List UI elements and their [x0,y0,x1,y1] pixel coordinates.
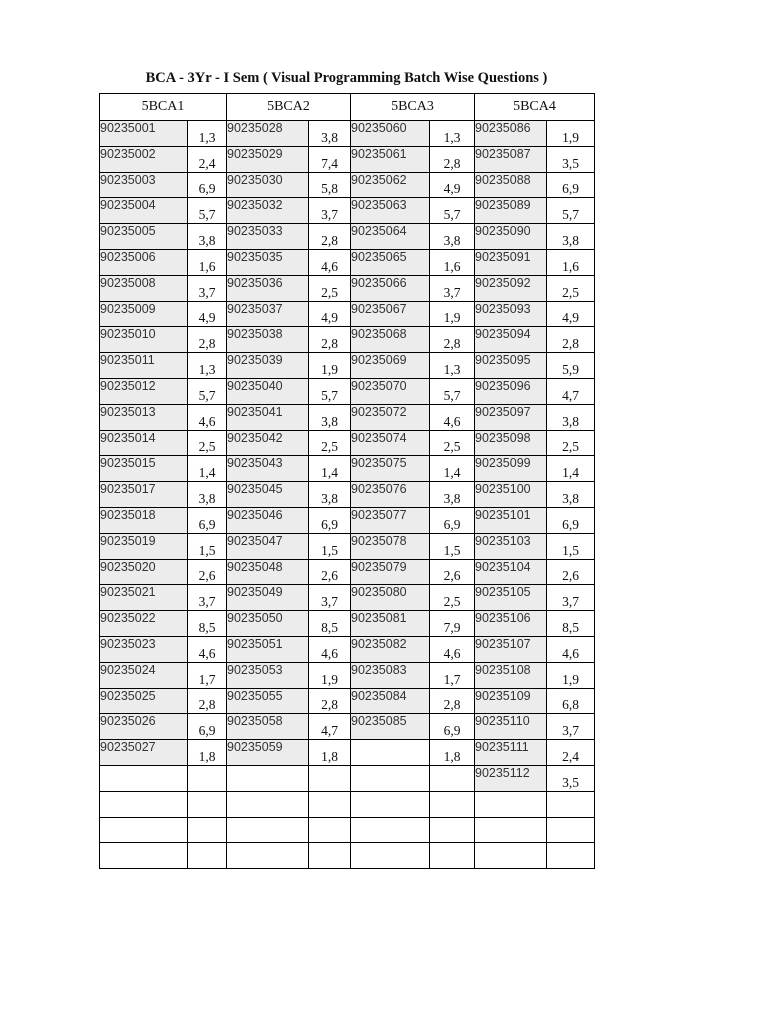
roll-number-cell: 90235047 [227,533,309,559]
question-numbers-cell: 3,7 [547,585,595,611]
roll-number-cell: 90235004 [100,198,188,224]
page-title: BCA - 3Yr - I Sem ( Visual Programming Batch Wise Questions ) [145,70,548,86]
question-numbers-cell: 4,6 [309,636,351,662]
question-numbers-cell: 1,3 [430,121,475,147]
roll-number-cell: 90235042 [227,430,309,456]
table-row [100,146,595,172]
question-numbers-cell: 3,7 [188,275,227,301]
table-row [100,843,595,869]
roll-number-cell: 90235084 [351,688,430,714]
batch-header: 5BCA3 [351,94,475,121]
roll-number-cell [475,791,547,817]
roll-number-cell: 90235109 [475,688,547,714]
question-numbers-cell [547,791,595,817]
question-numbers-cell: 5,7 [309,378,351,404]
roll-number-cell: 90235076 [351,482,430,508]
question-numbers-cell: 1,9 [309,353,351,379]
roll-number-cell: 90235030 [227,172,309,198]
question-numbers-cell: 6,9 [188,714,227,740]
roll-number-cell: 90235009 [100,301,188,327]
roll-number-cell: 90235098 [475,430,547,456]
question-numbers-cell: 1,9 [430,301,475,327]
question-numbers-cell: 4,6 [188,636,227,662]
question-numbers-cell: 1,4 [309,456,351,482]
roll-number-cell: 90235046 [227,507,309,533]
question-numbers-cell: 4,6 [430,404,475,430]
question-numbers-cell: 4,6 [430,636,475,662]
table-row [100,585,595,611]
roll-number-cell: 90235108 [475,662,547,688]
question-numbers-cell: 5,7 [430,198,475,224]
roll-number-cell: 90235111 [475,740,547,766]
table-row [100,353,595,379]
question-numbers-cell: 1,7 [188,662,227,688]
roll-number-cell: 90235089 [475,198,547,224]
roll-number-cell: 90235022 [100,611,188,637]
question-numbers-cell: 2,8 [309,224,351,250]
roll-number-cell: 90235027 [100,740,188,766]
question-numbers-cell: 3,8 [547,224,595,250]
roll-number-cell: 90235110 [475,714,547,740]
roll-number-cell: 90235097 [475,404,547,430]
question-numbers-cell: 6,8 [547,688,595,714]
roll-number-cell: 90235096 [475,378,547,404]
roll-number-cell: 90235085 [351,714,430,740]
question-numbers-cell: 5,7 [188,378,227,404]
table-row [100,198,595,224]
question-numbers-cell: 2,4 [547,740,595,766]
roll-number-cell: 90235036 [227,275,309,301]
question-numbers-cell: 5,7 [547,198,595,224]
roll-number-cell: 90235067 [351,301,430,327]
header-row [100,94,595,121]
question-numbers-cell [430,765,475,791]
roll-number-cell: 90235001 [100,121,188,147]
roll-number-cell: 90235041 [227,404,309,430]
question-numbers-cell: 1,8 [309,740,351,766]
table-row [100,121,595,147]
table-row [100,817,595,843]
question-numbers-cell: 1,6 [188,249,227,275]
question-numbers-cell: 2,6 [430,559,475,585]
roll-number-cell: 90235112 [475,765,547,791]
question-numbers-cell [430,843,475,869]
roll-number-cell: 90235092 [475,275,547,301]
question-numbers-cell: 4,9 [430,172,475,198]
roll-number-cell: 90235061 [351,146,430,172]
question-numbers-cell: 1,7 [430,662,475,688]
question-numbers-cell: 8,5 [309,611,351,637]
question-numbers-cell: 3,8 [309,404,351,430]
roll-number-cell: 90235024 [100,662,188,688]
roll-number-cell: 90235065 [351,249,430,275]
roll-number-cell: 90235005 [100,224,188,250]
roll-number-cell: 90235100 [475,482,547,508]
roll-number-cell: 90235008 [100,275,188,301]
roll-number-cell: 90235049 [227,585,309,611]
question-numbers-cell: 1,9 [547,662,595,688]
table-row [100,378,595,404]
question-numbers-cell: 3,8 [309,482,351,508]
question-numbers-cell: 6,9 [188,172,227,198]
question-numbers-cell: 1,4 [430,456,475,482]
question-numbers-cell: 2,8 [547,327,595,353]
roll-number-cell [351,817,430,843]
question-numbers-cell: 1,8 [188,740,227,766]
roll-number-cell: 90235080 [351,585,430,611]
question-numbers-cell: 3,8 [309,121,351,147]
table-row [100,533,595,559]
question-numbers-cell: 2,4 [188,146,227,172]
roll-number-cell: 90235021 [100,585,188,611]
question-numbers-cell: 6,9 [309,507,351,533]
question-numbers-cell: 1,5 [547,533,595,559]
batch-header: 5BCA1 [100,94,227,121]
table-row [100,714,595,740]
question-numbers-cell: 2,8 [188,327,227,353]
question-numbers-cell: 2,8 [430,327,475,353]
question-numbers-cell [188,765,227,791]
question-numbers-cell: 1,3 [188,121,227,147]
roll-number-cell: 90235079 [351,559,430,585]
table-row [100,275,595,301]
table-row [100,688,595,714]
roll-number-cell: 90235104 [475,559,547,585]
roll-number-cell [351,843,430,869]
table-row [100,791,595,817]
roll-number-cell: 90235082 [351,636,430,662]
question-numbers-cell: 6,9 [547,172,595,198]
question-numbers-cell: 2,6 [547,559,595,585]
roll-number-cell: 90235048 [227,559,309,585]
roll-number-cell: 90235040 [227,378,309,404]
question-numbers-cell: 4,7 [309,714,351,740]
question-numbers-cell: 6,9 [430,714,475,740]
question-numbers-cell [430,817,475,843]
question-numbers-cell: 2,8 [188,688,227,714]
roll-number-cell: 90235068 [351,327,430,353]
question-numbers-cell: 3,5 [547,146,595,172]
question-numbers-cell: 6,9 [547,507,595,533]
question-numbers-cell: 8,5 [547,611,595,637]
question-numbers-cell: 3,8 [430,224,475,250]
roll-number-cell: 90235012 [100,378,188,404]
roll-number-cell: 90235050 [227,611,309,637]
roll-number-cell: 90235107 [475,636,547,662]
question-numbers-cell: 1,5 [309,533,351,559]
batch-header: 5BCA4 [475,94,595,121]
roll-number-cell: 90235101 [475,507,547,533]
roll-number-cell: 90235072 [351,404,430,430]
question-numbers-cell: 2,6 [309,559,351,585]
roll-number-cell: 90235091 [475,249,547,275]
question-numbers-cell: 4,9 [309,301,351,327]
question-numbers-cell [309,817,351,843]
question-numbers-cell: 2,5 [188,430,227,456]
question-numbers-cell: 4,9 [188,301,227,327]
table-row [100,662,595,688]
question-numbers-cell: 3,8 [188,224,227,250]
question-numbers-cell: 5,7 [188,198,227,224]
roll-number-cell: 90235070 [351,378,430,404]
question-numbers-cell: 8,5 [188,611,227,637]
roll-number-cell [475,817,547,843]
question-numbers-cell: 5,9 [547,353,595,379]
roll-number-cell: 90235055 [227,688,309,714]
roll-number-cell: 90235090 [475,224,547,250]
roll-number-cell: 90235025 [100,688,188,714]
question-numbers-cell: 1,4 [188,456,227,482]
roll-number-cell: 90235006 [100,249,188,275]
question-numbers-cell [309,765,351,791]
roll-number-cell: 90235060 [351,121,430,147]
question-numbers-cell [309,791,351,817]
question-numbers-cell [188,843,227,869]
roll-number-cell: 90235013 [100,404,188,430]
table-row [100,224,595,250]
table-row [100,172,595,198]
table-row [100,507,595,533]
roll-number-cell: 90235064 [351,224,430,250]
roll-number-cell [227,765,309,791]
roll-number-cell [227,817,309,843]
roll-number-cell: 90235026 [100,714,188,740]
question-numbers-cell: 2,5 [547,430,595,456]
roll-number-cell: 90235043 [227,456,309,482]
roll-number-cell: 90235059 [227,740,309,766]
roll-number-cell: 90235029 [227,146,309,172]
question-numbers-cell [547,817,595,843]
question-numbers-cell: 3,8 [547,482,595,508]
table-row [100,482,595,508]
roll-number-cell: 90235010 [100,327,188,353]
roll-number-cell: 90235087 [475,146,547,172]
question-numbers-cell: 7,4 [309,146,351,172]
question-numbers-cell: 4,6 [309,249,351,275]
roll-number-cell: 90235099 [475,456,547,482]
question-numbers-cell [188,791,227,817]
roll-number-cell: 90235003 [100,172,188,198]
question-numbers-cell: 4,9 [547,301,595,327]
roll-number-cell [100,843,188,869]
question-numbers-cell: 1,5 [430,533,475,559]
roll-number-cell: 90235051 [227,636,309,662]
question-numbers-cell: 3,7 [430,275,475,301]
roll-number-cell: 90235074 [351,430,430,456]
question-numbers-cell: 1,9 [309,662,351,688]
question-numbers-cell: 2,8 [430,688,475,714]
question-numbers-cell [309,843,351,869]
question-numbers-cell: 3,8 [430,482,475,508]
question-numbers-cell: 7,9 [430,611,475,637]
question-numbers-cell: 3,7 [188,585,227,611]
roll-number-cell: 90235095 [475,353,547,379]
roll-number-cell [351,740,430,766]
question-numbers-cell: 2,5 [430,430,475,456]
question-numbers-cell: 1,8 [430,740,475,766]
roll-number-cell: 90235069 [351,353,430,379]
roll-number-cell: 90235093 [475,301,547,327]
roll-number-cell: 90235078 [351,533,430,559]
roll-number-cell [227,843,309,869]
question-numbers-cell [430,791,475,817]
table-row [100,765,595,791]
question-numbers-cell: 1,6 [430,249,475,275]
question-numbers-cell: 3,8 [547,404,595,430]
question-numbers-cell: 1,9 [547,121,595,147]
table-row [100,636,595,662]
question-numbers-cell: 3,5 [547,765,595,791]
question-numbers-cell: 2,5 [547,275,595,301]
question-numbers-cell [188,817,227,843]
question-numbers-cell: 5,8 [309,172,351,198]
roll-number-cell: 90235017 [100,482,188,508]
question-numbers-cell: 4,6 [547,636,595,662]
batch-header: 5BCA2 [227,94,351,121]
question-numbers-cell [547,843,595,869]
table-row [100,301,595,327]
roll-number-cell: 90235063 [351,198,430,224]
roll-number-cell: 90235105 [475,585,547,611]
question-numbers-cell: 4,6 [188,404,227,430]
roll-number-cell: 90235033 [227,224,309,250]
roll-number-cell [227,791,309,817]
roll-number-cell: 90235015 [100,456,188,482]
roll-number-cell: 90235028 [227,121,309,147]
table-row [100,430,595,456]
roll-number-cell: 90235002 [100,146,188,172]
table-row [100,559,595,585]
roll-number-cell: 90235037 [227,301,309,327]
question-numbers-cell: 3,7 [309,585,351,611]
roll-number-cell: 90235014 [100,430,188,456]
question-numbers-cell: 6,9 [188,507,227,533]
question-numbers-cell: 2,8 [309,327,351,353]
roll-number-cell: 90235066 [351,275,430,301]
table-row [100,249,595,275]
roll-number-cell: 90235020 [100,559,188,585]
roll-number-cell [351,765,430,791]
question-numbers-cell: 1,5 [188,533,227,559]
question-numbers-cell: 6,9 [430,507,475,533]
roll-number-cell: 90235035 [227,249,309,275]
question-numbers-cell: 2,5 [309,430,351,456]
question-numbers-cell: 3,7 [309,198,351,224]
roll-number-cell [100,765,188,791]
roll-number-cell [100,817,188,843]
question-numbers-cell: 2,6 [188,559,227,585]
roll-number-cell: 90235039 [227,353,309,379]
roll-number-cell: 90235081 [351,611,430,637]
question-numbers-cell: 1,6 [547,249,595,275]
roll-number-cell: 90235053 [227,662,309,688]
question-numbers-cell: 2,8 [309,688,351,714]
question-numbers-cell: 2,5 [309,275,351,301]
roll-number-cell: 90235011 [100,353,188,379]
question-numbers-cell: 3,7 [547,714,595,740]
roll-number-cell: 90235088 [475,172,547,198]
question-numbers-cell: 4,7 [547,378,595,404]
question-numbers-cell: 2,8 [430,146,475,172]
roll-number-cell: 90235045 [227,482,309,508]
roll-number-cell: 90235077 [351,507,430,533]
question-numbers-cell: 1,3 [188,353,227,379]
roll-number-cell: 90235032 [227,198,309,224]
table-row [100,404,595,430]
roll-number-cell: 90235094 [475,327,547,353]
question-numbers-cell: 3,8 [188,482,227,508]
table-row [100,740,595,766]
roll-number-cell: 90235075 [351,456,430,482]
roll-number-cell [475,843,547,869]
roll-number-cell: 90235058 [227,714,309,740]
roll-number-cell: 90235103 [475,533,547,559]
roll-number-cell [100,791,188,817]
question-numbers-cell: 1,3 [430,353,475,379]
roll-number-cell: 90235038 [227,327,309,353]
roll-number-cell: 90235106 [475,611,547,637]
question-numbers-cell: 5,7 [430,378,475,404]
question-numbers-cell: 1,4 [547,456,595,482]
table-row [100,456,595,482]
roll-number-cell: 90235018 [100,507,188,533]
table-row [100,611,595,637]
roll-number-cell: 90235086 [475,121,547,147]
roll-number-cell: 90235019 [100,533,188,559]
question-numbers-cell: 2,5 [430,585,475,611]
roll-number-cell [351,791,430,817]
table-row [100,327,595,353]
roll-number-cell: 90235023 [100,636,188,662]
roll-number-cell: 90235083 [351,662,430,688]
roll-number-cell: 90235062 [351,172,430,198]
batch-questions-table [99,93,595,869]
